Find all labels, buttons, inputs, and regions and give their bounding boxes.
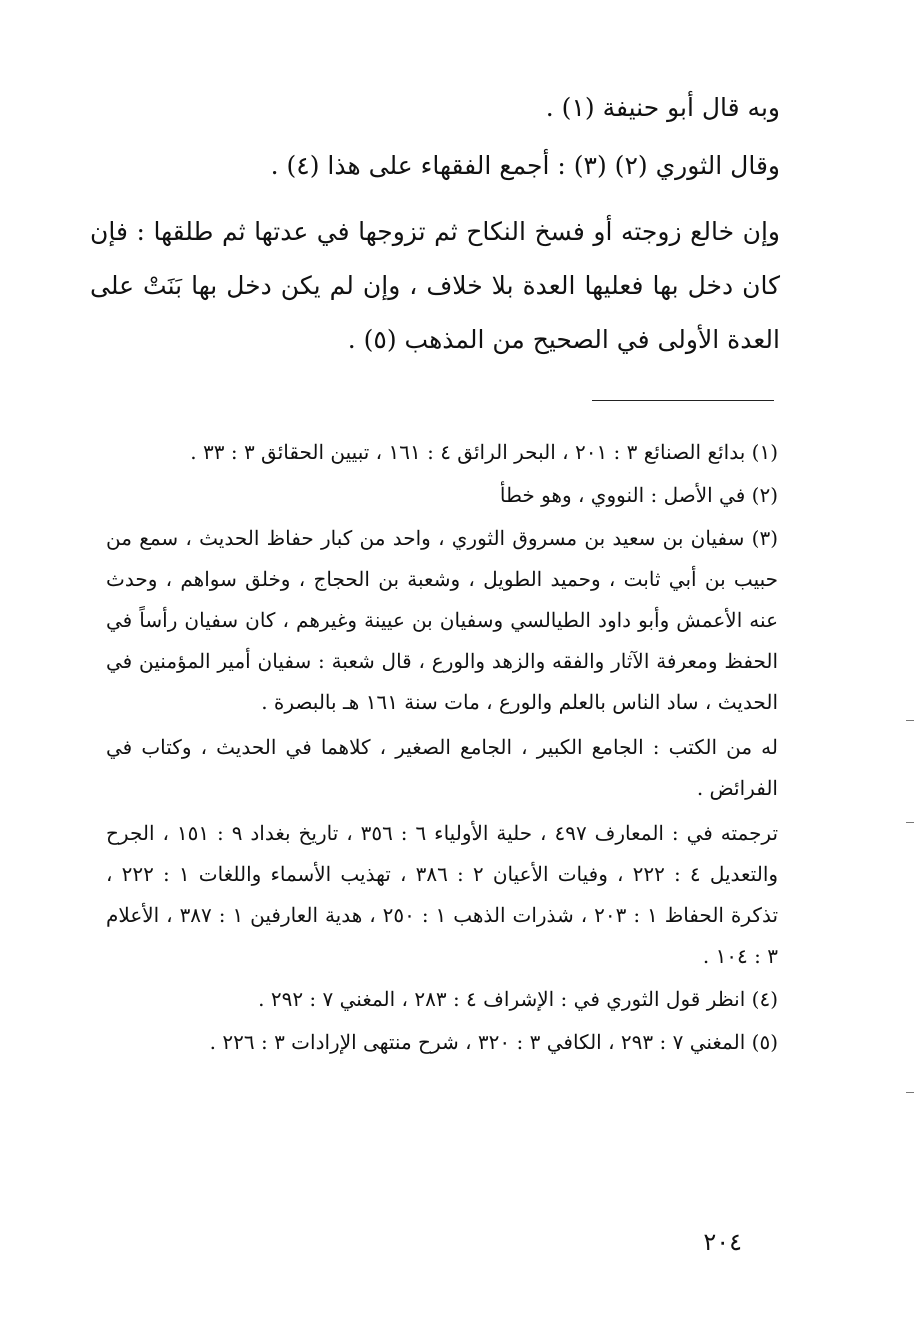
footnote-4: (٤) انظر قول الثوري في : الإشراف ٤ : ٢٨٣ ، المغني ٧ : ٢٩٢ . (258, 987, 778, 1011)
footnote-1: (١) بدائع الصنائع ٣ : ٢٠١ ، البحر الرائق ٤ : ١٦١ ، تبيين الحقائق ٣ : ٣٣ . (190, 440, 778, 464)
main-paragraph-khul: وإن خالع زوجته أو فسخ النكاح ثم تزوجها في عدتها ثم طلقها : فإن كان دخل بها فعليها العدة بلا خلاف ، وإن لم يكن دخل بها بَنَتْ على العدة الأولى في الصحيح من المذهب (٥) . (90, 217, 780, 354)
footnote-5: (٥) المغني ٧ : ٢٩٣ ، الكافي ٣ : ٣٢٠ ، شرح منتهى الإرادات ٣ : ٢٢٦ . (209, 1030, 778, 1054)
footnote-2: (٢) في الأصل : النووي ، وهو خطأ (499, 483, 778, 507)
scan-speck (906, 822, 914, 823)
scan-speck (906, 720, 914, 721)
footnote-3-sources: ترجمته في : المعارف ٤٩٧ ، حلية الأولياء ٦ : ٣٥٦ ، تاريخ بغداد ٩ : ١٥١ ، الجرح والتعديل ٤ : ٢٢٢ ، وفيات الأعيان ٢ : ٣٨٦ ، تهذيب الأسماء واللغات ١ : ٢٢٢ ، تذكرة الحفاظ ١ : ٢٠٣ ، شذرات الذهب ١ : ٢٥٠ ، هدية العارفين ١ : ٣٨٧ ، الأعلام ٣ : ١٠٤ . (106, 821, 779, 968)
footnotes (106, 432, 778, 1065)
page-number: ٢٠٤ (703, 1228, 742, 1256)
main-line-abu-hanifa: وبه قال أبو حنيفة (١) . (545, 93, 780, 122)
scan-speck (906, 1092, 914, 1093)
main-text (90, 79, 780, 367)
footnote-separator (592, 400, 774, 401)
main-line-thawri: وقال الثوري (٢) (٣) : أجمع الفقهاء على هذا (٤) . (270, 151, 780, 180)
footnote-3-books: له من الكتب : الجامع الكبير ، الجامع الصغير ، كلاهما في الحديث ، وكتاب في الفرائض . (106, 735, 778, 800)
footnote-3: (٣) سفيان بن سعيد بن مسروق الثوري ، واحد من كبار حفاظ الحديث ، سمع من حبيب بن أبي ثابت ، وحميد الطويل ، وشعبة بن الحجاج ، وخلق سواهم ، وحدث عنه الأعمش وأبو داود الطيالسي وسفيان بن عيينة وغيرهم ، كان سفيان رأساً في الحفظ ومعرفة الآثار والفقه والزهد والورع ، قال شعبة : سفيان أمير المؤمنين في الحديث ، ساد الناس بالعلم والورع ، مات سنة ١٦١ هـ بالبصرة . (106, 526, 778, 714)
